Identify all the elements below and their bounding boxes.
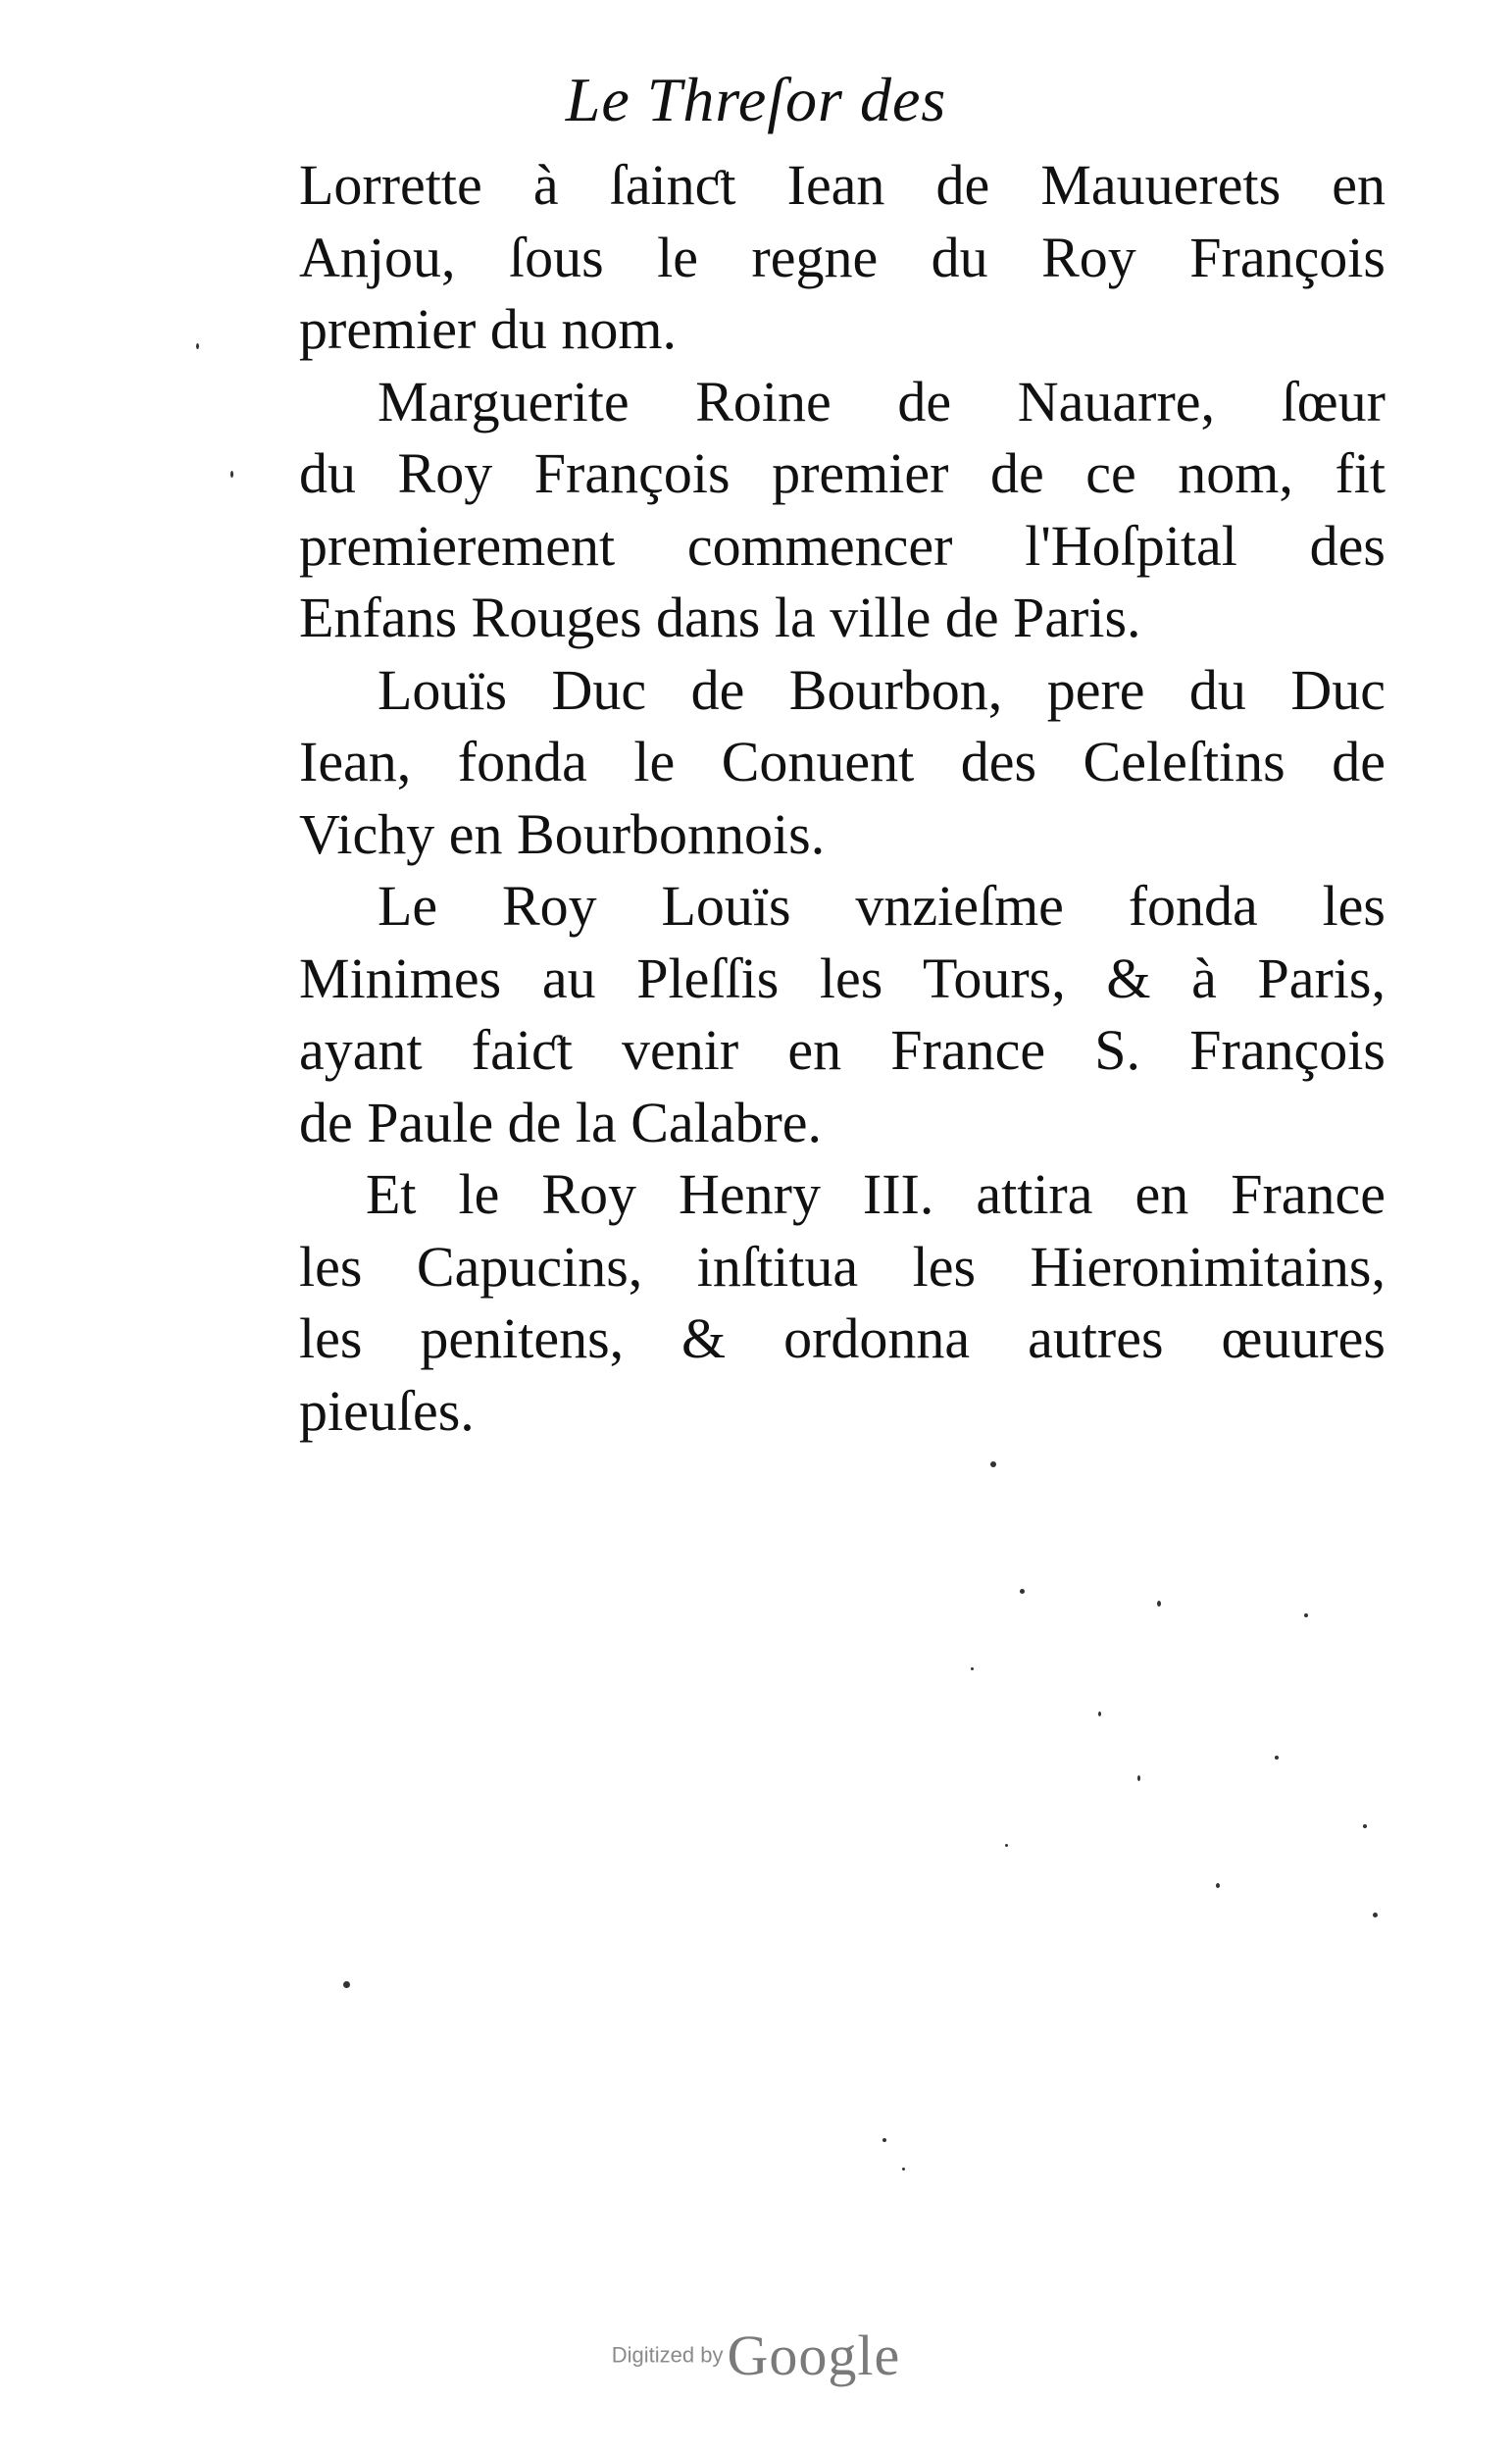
text-line: Lorrette à ſainƈt Iean de Mauuerets en <box>299 153 1386 217</box>
speck <box>971 1667 974 1670</box>
speck <box>1157 1601 1161 1607</box>
speck <box>1275 1756 1279 1760</box>
text-line: ayant faiƈt venir en France S. François <box>299 1018 1386 1082</box>
speck <box>196 343 199 349</box>
text-line: Et le Roy Henry III. attira en France <box>366 1162 1386 1226</box>
speck <box>1363 1824 1367 1828</box>
text-line: les Capucins, inſtitua les Hieronimitains, <box>299 1234 1386 1299</box>
speck <box>343 1981 350 1988</box>
text-line: pieuſes. <box>299 1378 475 1443</box>
speck <box>1304 1613 1308 1617</box>
text-line: Iean, fonda le Conuent des Celeſtins de <box>299 730 1386 793</box>
speck <box>990 1461 996 1467</box>
speck <box>1098 1711 1101 1716</box>
digitized-by-label: Digitized by <box>611 2342 724 2368</box>
text-line: de Paule de la Calabre. <box>299 1090 823 1154</box>
running-header: Le Threſor des <box>565 65 947 134</box>
speck <box>1137 1775 1140 1781</box>
digitization-watermark <box>0 2323 1512 2388</box>
text-line: Vichy en Bourbonnois. <box>299 801 826 866</box>
text-line: Anjou, ſous le regne du Roy François <box>299 225 1386 289</box>
google-logo: Google <box>727 2324 901 2387</box>
text-line: Minimes au Pleſſis les Tours, & à Paris, <box>299 945 1386 1010</box>
speck <box>1020 1589 1025 1594</box>
text-line: premierement commencer l'Hoſpital des <box>299 513 1386 578</box>
speck <box>230 471 233 478</box>
text-line: Enfans Rouges dans la ville de Paris. <box>299 586 1141 649</box>
text-line: premier du nom. <box>299 297 677 361</box>
text-line: du Roy François premier de ce nom, fit <box>299 441 1386 505</box>
text-line: Louïs Duc de Bourbon, pere du Duc <box>378 657 1386 722</box>
text-line: Le Roy Louïs vnzieſme fonda les <box>378 874 1386 938</box>
speck <box>902 2168 905 2171</box>
text-line: Marguerite Roine de Nauarre, ſœur <box>378 369 1386 434</box>
speck <box>1005 1844 1008 1847</box>
speck <box>882 2138 886 2142</box>
speck <box>1373 1913 1378 1917</box>
body-text <box>299 149 1386 1447</box>
text-line: les penitens, & ordonna autres œuures <box>299 1306 1386 1370</box>
speck <box>1216 1883 1220 1888</box>
